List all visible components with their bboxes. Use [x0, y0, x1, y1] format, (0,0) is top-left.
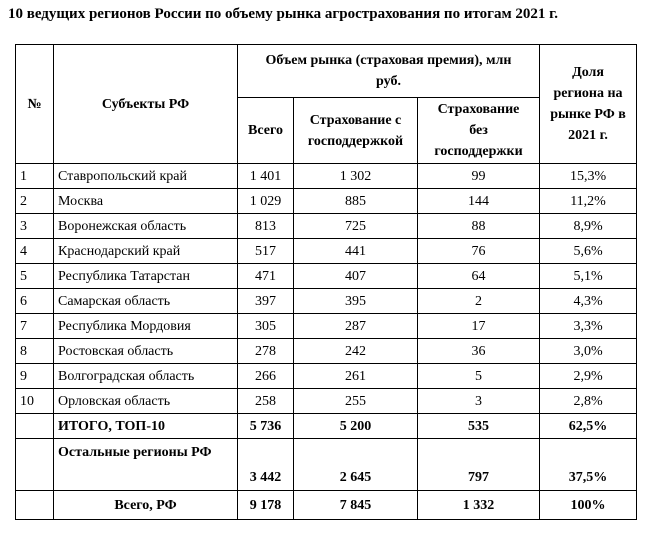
cell-summary-label: ИТОГО, ТОП-10 [54, 414, 238, 439]
cell-with-support: 407 [294, 264, 418, 289]
cell-total: 5 736 [238, 414, 294, 439]
summary-row-other [16, 439, 637, 491]
cell-with-support: 287 [294, 314, 418, 339]
cell-num: 4 [16, 239, 54, 264]
cell-total: 813 [238, 214, 294, 239]
regions-table [15, 44, 637, 520]
cell-share: 11,2% [540, 189, 637, 214]
cell-total: 3 442 [238, 439, 294, 491]
cell-with-support: 885 [294, 189, 418, 214]
cell-share: 8,9% [540, 214, 637, 239]
cell-share: 3,3% [540, 314, 637, 339]
header-without-support [418, 98, 540, 164]
cell-total: 471 [238, 264, 294, 289]
cell-num: 5 [16, 264, 54, 289]
cell-without-support: 17 [418, 314, 540, 339]
cell-total: 517 [238, 239, 294, 264]
cell-with-support: 1 302 [294, 164, 418, 189]
cell-num: 8 [16, 339, 54, 364]
cell-num: 10 [16, 389, 54, 414]
table-row [16, 339, 637, 364]
cell-without-support: 1 332 [418, 491, 540, 520]
cell-share: 62,5% [540, 414, 637, 439]
table-row [16, 189, 637, 214]
cell-empty [16, 439, 54, 491]
cell-share: 4,3% [540, 289, 637, 314]
cell-region-name: Республика Мордовия [54, 314, 238, 339]
cell-with-support: 7 845 [294, 491, 418, 520]
cell-with-support: 255 [294, 389, 418, 414]
cell-with-support: 261 [294, 364, 418, 389]
cell-num: 2 [16, 189, 54, 214]
cell-num: 3 [16, 214, 54, 239]
cell-summary-label: Всего, РФ [54, 491, 238, 520]
header-share-text: Доля региона на рынке РФ в 2021 г. [550, 65, 626, 143]
cell-with-support: 2 645 [294, 439, 418, 491]
cell-without-support: 36 [418, 339, 540, 364]
summary-row-top10 [16, 414, 637, 439]
table-row [16, 289, 637, 314]
table-row [16, 389, 637, 414]
cell-region-name: Орловская область [54, 389, 238, 414]
header-with-support: Страхование с господдержкой [294, 98, 418, 164]
cell-without-support: 2 [418, 289, 540, 314]
cell-empty [16, 491, 54, 520]
cell-total: 9 178 [238, 491, 294, 520]
cell-region-name: Республика Татарстан [54, 264, 238, 289]
cell-without-support: 144 [418, 189, 540, 214]
cell-with-support: 5 200 [294, 414, 418, 439]
header-market-volume [238, 45, 540, 98]
cell-region-name: Краснодарский край [54, 239, 238, 264]
cell-with-support: 441 [294, 239, 418, 264]
header-subject: Субъекты РФ [54, 45, 238, 164]
header-row-1 [16, 45, 637, 98]
cell-total: 278 [238, 339, 294, 364]
cell-share: 5,1% [540, 264, 637, 289]
cell-total: 397 [238, 289, 294, 314]
cell-share: 2,9% [540, 364, 637, 389]
cell-total: 266 [238, 364, 294, 389]
cell-num: 9 [16, 364, 54, 389]
cell-without-support: 88 [418, 214, 540, 239]
summary-row-grand-total [16, 491, 637, 520]
cell-share: 100% [540, 491, 637, 520]
cell-summary-label: Остальные регионы РФ [54, 439, 238, 491]
cell-without-support: 76 [418, 239, 540, 264]
cell-with-support: 395 [294, 289, 418, 314]
cell-with-support: 725 [294, 214, 418, 239]
cell-total: 1 401 [238, 164, 294, 189]
cell-region-name: Ставропольский край [54, 164, 238, 189]
cell-region-name: Ростовская область [54, 339, 238, 364]
table-row [16, 264, 637, 289]
cell-share: 2,8% [540, 389, 637, 414]
header-without-support-text: Страхование без господдержки [434, 102, 523, 159]
cell-region-name: Волгоградская область [54, 364, 238, 389]
cell-num: 6 [16, 289, 54, 314]
cell-without-support: 3 [418, 389, 540, 414]
cell-share: 3,0% [540, 339, 637, 364]
cell-region-name: Москва [54, 189, 238, 214]
cell-total: 258 [238, 389, 294, 414]
cell-num: 1 [16, 164, 54, 189]
cell-without-support: 535 [418, 414, 540, 439]
header-share [540, 45, 637, 164]
header-total: Всего [238, 98, 294, 164]
header-num: № [16, 45, 54, 164]
table-row [16, 314, 637, 339]
page-title: 10 ведущих регионов России по объему рынка агрострахования по итогам 2021 г. [8, 6, 559, 22]
cell-region-name: Воронежская область [54, 214, 238, 239]
cell-share: 15,3% [540, 164, 637, 189]
table-row [16, 364, 637, 389]
header-market-volume-text: Объем рынка (страховая премия), млн руб. [265, 53, 512, 89]
cell-total: 1 029 [238, 189, 294, 214]
cell-without-support: 5 [418, 364, 540, 389]
cell-without-support: 64 [418, 264, 540, 289]
cell-region-name: Самарская область [54, 289, 238, 314]
table-row [16, 164, 637, 189]
cell-empty [16, 414, 54, 439]
cell-with-support: 242 [294, 339, 418, 364]
table-row [16, 239, 637, 264]
cell-without-support: 797 [418, 439, 540, 491]
cell-share: 37,5% [540, 439, 637, 491]
cell-share: 5,6% [540, 239, 637, 264]
cell-total: 305 [238, 314, 294, 339]
cell-num: 7 [16, 314, 54, 339]
table-row [16, 214, 637, 239]
cell-without-support: 99 [418, 164, 540, 189]
